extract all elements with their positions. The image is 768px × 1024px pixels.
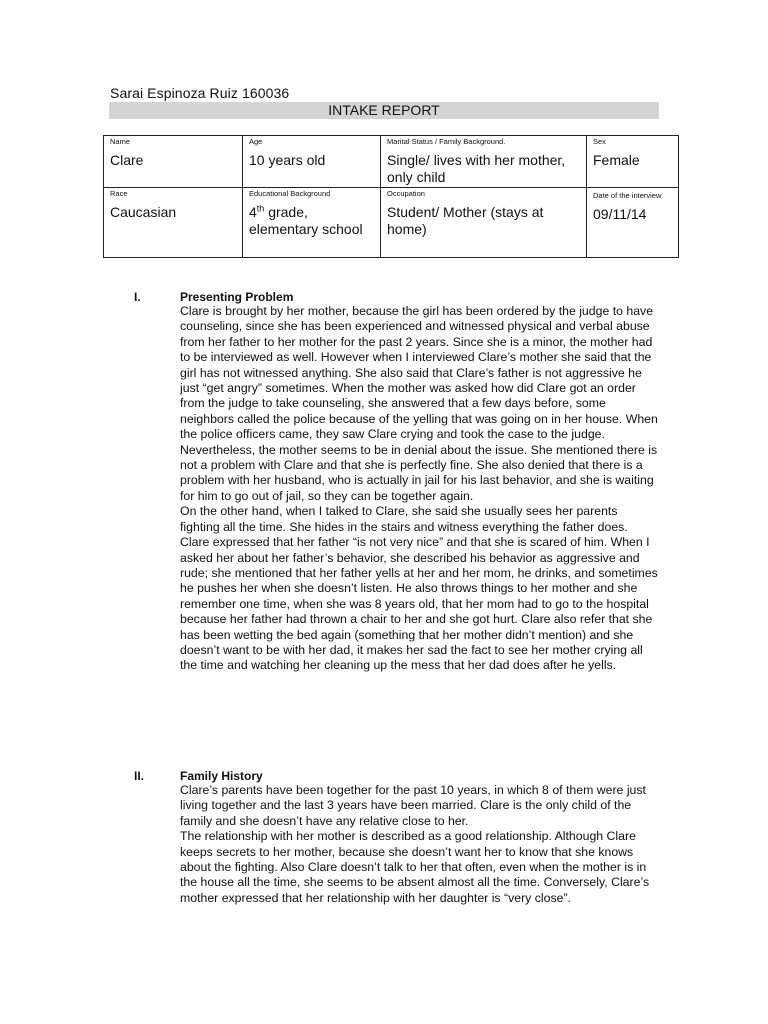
education-grade-suffix: th [256,203,265,214]
author-line: Sarai Espinoza Ruiz 160036 [110,85,290,101]
section-1-paragraph: On the other hand, when I talked to Clare, she said she usually sees her parents fighting all the time. She hides in the stairs and witness everything the father does. Clare expressed that her father “is not very nice” and that she is scared of him. When I asked her about her father’s behavior, she described his behavior as aggressive and rude; she mentioned that her father yells at her and her mom, he drinks, and sometimes he pushes her when she doesn’t listen. He also throws things to her mother and she remember one time, when she was 8 years old, that her mom had to go to the hospital because her father had thrown a chair to her and she got hurt. Clare also refer that she has been wetting the bed again (something that her mother didn’t mention) and she doesn’t want to be with her dad, it makes her sad the fact to see her mother crying all the time and watching her cleaning up the mess that her dad does after he yells. [180,504,658,673]
age-cell [243,136,381,188]
section-2-body [180,783,658,906]
education-grade-rest: grade, elementary school [249,204,363,237]
intake-info-table [103,135,679,258]
report-title-banner: INTAKE REPORT [109,102,659,119]
section-1-heading: Presenting Problem [180,290,294,304]
section-2-number: II. [134,769,145,783]
info-row-2 [104,188,679,258]
date-label: Date of the interview [593,191,662,200]
education-grade-number: 4 [249,204,257,220]
race-value: Caucasian [110,204,177,220]
occupation-cell [381,188,587,258]
section-1-number: I. [134,290,141,304]
education-cell [243,188,381,258]
section-1-paragraph: Clare is brought by her mother, because the girl has been ordered by the judge to have counseling, since she has been experienced and witnessed physical and verbal abuse from her father to her mother for the past 2 years. Since she is a minor, the mother had to be interviewed as well. However when I interviewed Clare’s mother she said that the girl has not witnessed anything. She also said that Clare’s father is not aggressive he just “get angry” sometimes. When the mother was asked how did Clare got an order from the judge to take counseling, she answered that a few days before, some neighbors called the police because of the yelling that was going on in her house. When the police officers came, they saw Clare crying and took the case to the judge. Nevertheless, the mother seems to be in denial about the issue. She mentioned there is not a problem with Clare and that she is perfectly fine. She also denied that there is a problem with her husband, who is actually in jail for his last behavior, and she is waiting for him to go out of jail, so they can be together again. [180,304,658,503]
name-value: Clare [110,152,144,168]
age-label: Age [249,137,263,146]
info-row-1 [104,136,679,188]
education-value [249,204,375,237]
name-label: Name [110,137,131,146]
education-label: Educational Background [249,189,331,198]
race-label: Race [110,189,128,198]
section-2-paragraph: Clare’s parents have been together for the past 10 years, in which 8 of them were just living together and the last 3 years have been married. Clare is the only child of the family and she doesn’t have any relative close to her. [180,783,646,828]
occupation-value: Student/ Mother (stays at home) [387,204,544,237]
age-value: 10 years old [249,152,326,168]
name-cell [104,136,243,188]
marital-value: Single/ lives with her mother, only child [387,152,566,185]
marital-label: Marital Status / Family Background. [387,137,506,146]
sex-label: Sex [593,137,606,146]
sex-cell [587,136,679,188]
sex-value: Female [593,152,640,168]
race-cell [104,188,243,258]
date-value: 09/11/14 [593,206,647,222]
occupation-label: Occupation [387,189,425,198]
section-1-body [180,304,658,674]
section-2-paragraph: The relationship with her mother is described as a good relationship. Although Clare keeps secrets to her mother, because she doesn’t want her to know that she knows about the fighting. Also Clare doesn’t talk to her that often, even when the mother is in the house all the time, she seems to be absent almost all the time. Conversely, Clare’s mother expressed that her relationship with her daughter is “very close”. [180,829,650,905]
marital-cell [381,136,587,188]
section-2-heading: Family History [180,769,263,783]
date-cell [587,188,679,258]
